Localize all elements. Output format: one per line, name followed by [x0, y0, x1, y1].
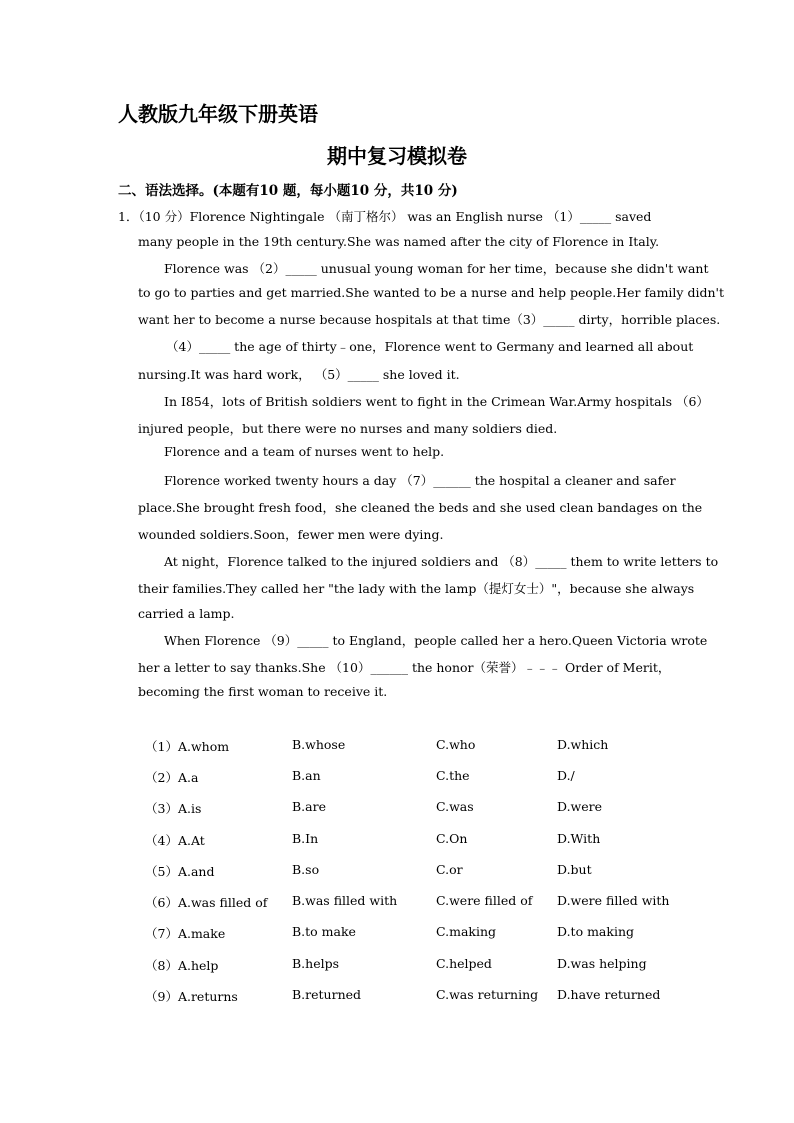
option-d: D.were filled with [557, 893, 670, 908]
passage-line: （4）_____ the age of thirty﹣one，Florence went to Germany and learned all about [166, 339, 694, 354]
passage-line: Florence was （2）_____ unusual young woman for her time，because she didn't want [164, 261, 709, 276]
option-d: D.have returned [557, 987, 661, 1002]
option-a: （4）A.At [145, 833, 205, 848]
section-heading: 二、语法选择。(本题有10 题，每小题10 分，共10 分) [118, 183, 458, 199]
passage-line: their families.They called her "the lady with the lamp（提灯女士）"，because she always [138, 581, 695, 596]
option-a: （5）A.and [145, 864, 215, 879]
passage-line: 1．（10 分）Florence Nightingale （南丁格尔） was an English nurse （1）_____ saved [118, 209, 652, 224]
passage-line: Florence and a team of nurses went to help. [164, 444, 445, 459]
option-row [0, 831, 794, 849]
option-b: B.returned [292, 987, 362, 1002]
passage-line: want her to become a nurse because hospitals at that time（3）_____ dirty，horrible places. [138, 312, 721, 327]
option-row [0, 737, 794, 755]
option-d: D.but [557, 862, 592, 877]
option-a: （1）A.whom [145, 739, 230, 754]
option-a: （3）A.is [145, 801, 202, 816]
option-row [0, 924, 794, 942]
option-row [0, 799, 794, 817]
option-b: B.was filled with [292, 893, 398, 908]
option-a: （6）A.was filled of [145, 895, 268, 910]
option-c: C.was returning [436, 987, 539, 1002]
option-row [0, 862, 794, 880]
passage-line: wounded soldiers.Soon，fewer men were dying. [138, 527, 444, 542]
option-row [0, 893, 794, 911]
passage-line: becoming the first woman to receive it. [138, 684, 388, 699]
option-a: （9）A.returns [145, 989, 238, 1004]
passage-line: When Florence （9）_____ to England，people called her a hero.Queen Victoria wrote [164, 633, 708, 648]
passage-line: her a letter to say thanks.She （10）______ the honor（荣誉）﹣﹣﹣ Order of Merit， [138, 660, 671, 675]
option-b: B.helps [292, 956, 340, 971]
option-row [0, 768, 794, 786]
option-d: D.was helping [557, 956, 647, 971]
option-c: C.the [436, 768, 470, 783]
option-d: D./ [557, 768, 575, 783]
option-b: B.an [292, 768, 321, 783]
option-b: B.to make [292, 924, 356, 939]
passage-line: place.She brought fresh food，she cleaned the beds and she used clean bandages on the [138, 500, 703, 515]
option-d: D.With [557, 831, 601, 846]
option-c: C.were filled of [436, 893, 533, 908]
option-c: C.who [436, 737, 476, 752]
passage-line: nursing.It was hard work， （5）_____ she loved it. [138, 367, 460, 382]
passage-line: In I854，lots of British soldiers went to fight in the Crimean War.Army hospitals （6） [164, 394, 709, 409]
document-title: 人教版九年级下册英语 [118, 102, 318, 126]
option-row [0, 956, 794, 974]
passage-line: Florence worked twenty hours a day （7）______ the hospital a cleaner and safer [164, 473, 676, 488]
document-subtitle: 期中复习模拟卷 [327, 144, 467, 168]
passage-line: At night，Florence talked to the injured soldiers and （8）_____ them to write letters to [164, 554, 719, 569]
option-c: C.making [436, 924, 497, 939]
option-a: （8）A.help [145, 958, 219, 973]
option-c: C.helped [436, 956, 492, 971]
option-c: C.was [436, 799, 474, 814]
option-a: （7）A.make [145, 926, 226, 941]
passage-line: many people in the 19th century.She was named after the city of Florence in Italy. [138, 234, 660, 249]
passage-line: injured people，but there were no nurses and many soldiers died. [138, 421, 558, 436]
option-d: D.to making [557, 924, 635, 939]
option-d: D.were [557, 799, 603, 814]
option-d: D.which [557, 737, 609, 752]
option-c: C.or [436, 862, 463, 877]
option-row [0, 987, 794, 1005]
option-a: （2）A.a [145, 770, 199, 785]
option-c: C.On [436, 831, 468, 846]
option-b: B.whose [292, 737, 346, 752]
option-b: B.are [292, 799, 326, 814]
option-b: B.In [292, 831, 319, 846]
option-b: B.so [292, 862, 320, 877]
passage-line: to go to parties and get married.She wanted to be a nurse and help people.Her family didn't [138, 285, 724, 300]
passage-line: carried a lamp. [138, 606, 235, 621]
